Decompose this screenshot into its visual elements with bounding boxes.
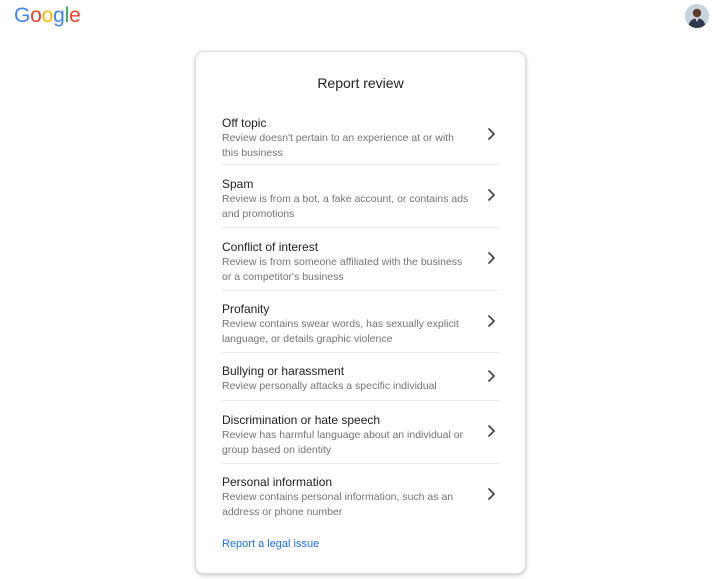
option-title: Conflict of interest [222, 240, 319, 254]
option-bullying-or-harassment[interactable] [222, 353, 500, 401]
logo-letter: g [53, 4, 65, 27]
chevron-right-icon [485, 127, 497, 141]
user-avatar[interactable] [685, 4, 709, 28]
logo-letter: l [64, 4, 70, 27]
chevron-right-icon [485, 188, 497, 202]
chevron-right-icon [485, 314, 497, 328]
option-off-topic[interactable] [222, 106, 500, 165]
option-conflict-of-interest[interactable] [222, 228, 500, 291]
option-description: Review is from a bot, a fake account, or contains ads and promotions [222, 193, 469, 220]
logo-letter: e [69, 4, 81, 27]
option-spam[interactable] [222, 165, 500, 228]
option-title: Personal information [222, 475, 333, 489]
google-logo[interactable] [14, 5, 81, 27]
option-discrimination-or-hate-speech[interactable] [222, 401, 500, 464]
dialog-title: Report review [317, 75, 404, 91]
option-title: Spam [222, 177, 254, 191]
report-options-list [222, 106, 500, 526]
option-description: Review has harmful language about an individual or group based on identity [222, 429, 464, 456]
option-personal-information[interactable] [222, 464, 500, 526]
report-legal-issue-link[interactable]: Report a legal issue [222, 538, 320, 550]
option-description: Review contains personal information, such as an address or phone number [222, 491, 454, 518]
logo-letter: o [30, 4, 42, 27]
chevron-right-icon [485, 424, 497, 438]
chevron-right-icon [485, 487, 497, 501]
avatar-icon [685, 4, 709, 28]
chevron-right-icon [485, 251, 497, 265]
option-title: Profanity [222, 302, 270, 316]
option-title: Off topic [222, 116, 267, 130]
option-title: Discrimination or hate speech [222, 413, 381, 427]
logo-letter: G [14, 4, 31, 27]
option-title: Bullying or harassment [222, 364, 345, 378]
option-description: Review doesn't pertain to an experience at or with this business [222, 132, 454, 159]
option-description: Review is from someone affiliated with the business or a competitor's business [222, 256, 463, 283]
logo-letter: o [41, 4, 54, 27]
option-description: Review personally attacks a specific individual [222, 380, 437, 392]
option-profanity[interactable] [222, 291, 500, 353]
report-review-dialog [195, 51, 526, 574]
option-description: Review contains swear words, has sexually explicit language, or details graphic violence [222, 318, 459, 345]
chevron-right-icon [485, 369, 497, 383]
